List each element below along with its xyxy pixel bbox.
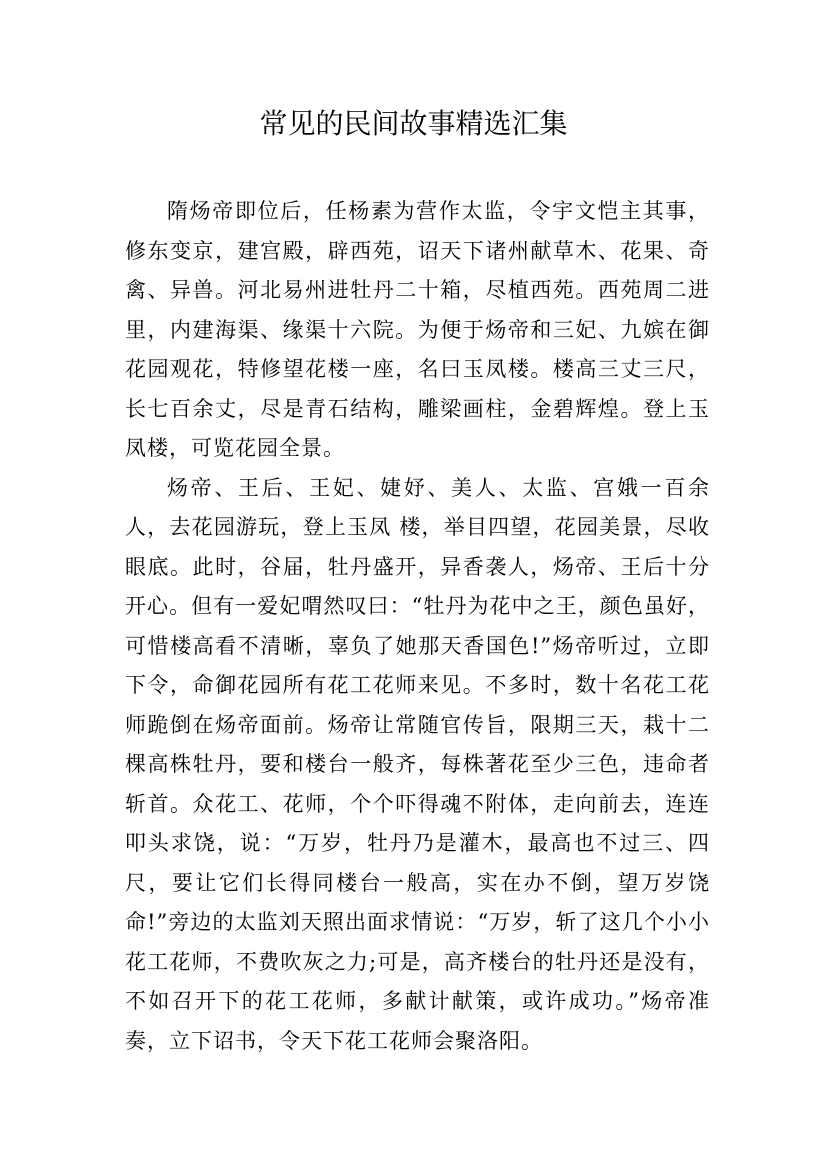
paragraph-1: 隋炀帝即位后，任杨素为营作太监，令宇文恺主其事，修东变京，建宫殿，辟西苑，诏天下诸州献草木、花果、奇禽、异兽。河北易州进牡丹二十箱，尽植西苑。西苑周二进里，内建海渠、缘渠十六院。为便于炀帝和三妃、九嫔在御花园观花，特修望花楼一座，名曰玉凤楼。楼高三丈三尺，长七百余丈，尽是青石结构，雕梁画柱，金碧辉煌。登上玉凤楼，可览花园全景。	[125, 199, 710, 460]
document-title: 常见的民间故事精选汇集	[259, 107, 568, 140]
document-body	[125, 192, 710, 1061]
paragraph-2: 炀帝、王后、王妃、婕妤、美人、太监、宫娥一百余人，去花园游玩，登上玉凤 楼，举目四望，花园美景，尽收眼底。此时，谷届，牡丹盛开，异香袭人，炀帝、王后十分开心。但有一爱妃喟然叹曰：“牡丹为花中之王，颜色虽好，可惜楼高看不清晰，辜负了她那天香国色!”炀帝听过，立即下令，命御花园所有花工花师来见。不多时，数十名花工花师跪倒在炀帝面前。炀帝让常随官传旨，限期三天，栽十二棵高株牡丹，要和楼台一般齐，每株著花至少三色，违命者斩首。众花工、花师，个个吓得魂不附体，走向前去，连连叩头求饶，说：“万岁，牡丹乃是灌木，最高也不过三、四尺，要让它们长得同楼台一般高，实在办不倒，望万岁饶命!”旁边的太监刘天照出面求情说：“万岁，斩了这几个小小花工花师，不费吹灰之力;可是，高齐楼台的牡丹还是没有，不如召开下的花工花师，多献计献策，或许成功。”炀帝准奏，立下诏书，令天下花工花师会聚洛阳。	[125, 475, 710, 1053]
